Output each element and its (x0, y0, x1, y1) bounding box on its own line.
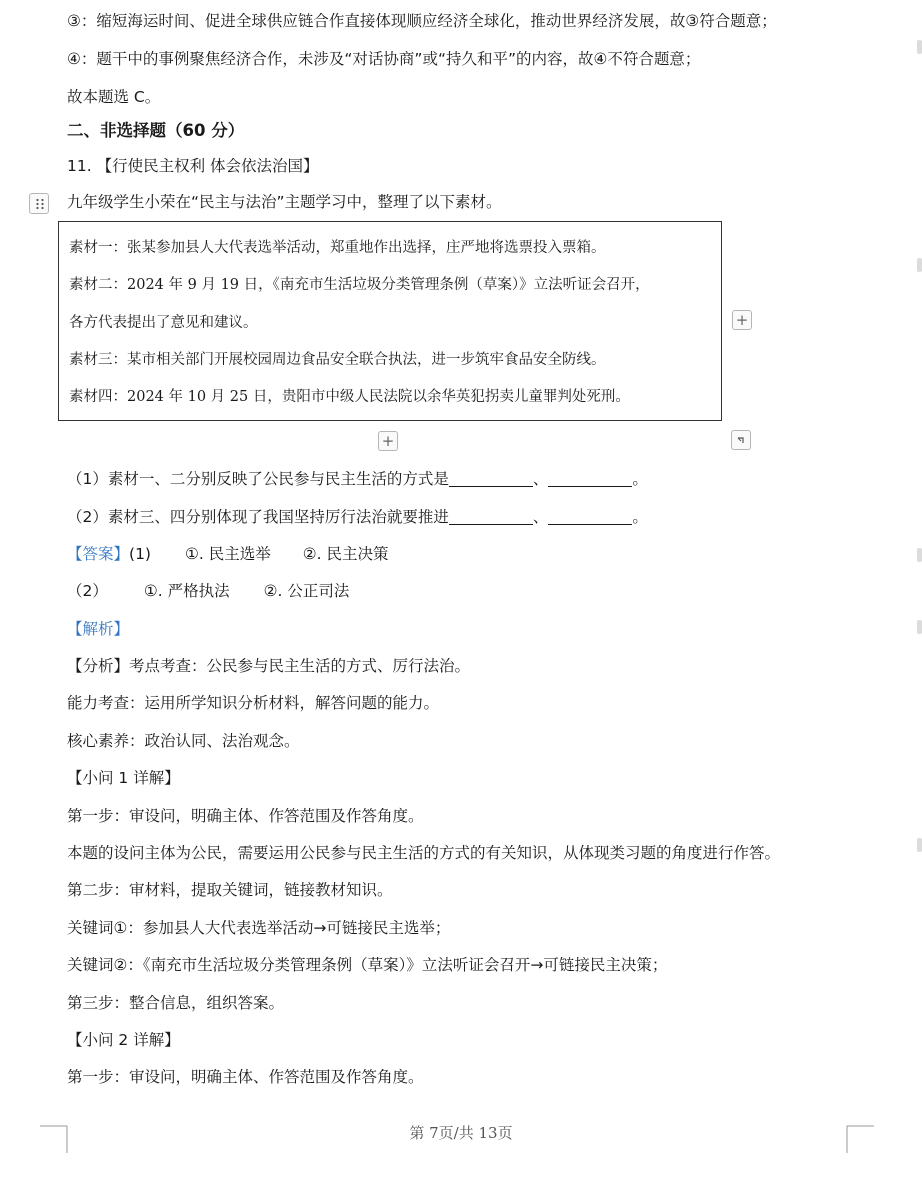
scroll-marker (917, 838, 922, 852)
plus-icon: + (735, 311, 749, 329)
scroll-marker (917, 40, 922, 54)
material-3: 素材三：某市相关部门开展校园周边食品安全联合执法，进一步筑牢食品安全防线。 (69, 352, 606, 368)
add-row-button[interactable] (378, 431, 398, 451)
answer-blank (449, 470, 533, 487)
resize-table-button[interactable] (731, 430, 751, 450)
answer-part-1-number: (1) (129, 545, 151, 563)
material-box (58, 221, 722, 421)
answer-label: 【答案】 (67, 545, 130, 563)
material-4: 素材四：2024 年 10 月 25 日，贵阳市中级人民法院以余华英犯拐卖儿童罪判处死刑。 (69, 389, 630, 405)
scroll-marker (917, 548, 922, 562)
separator: 、 (532, 470, 549, 488)
subquestion-1-text: （1）素材一、二分别反映了公民参与民主生活的方式是 (67, 470, 449, 488)
answer-blank (449, 508, 533, 525)
drag-handle-icon (35, 198, 45, 210)
separator: 、 (532, 508, 549, 526)
plus-icon: + (381, 432, 395, 450)
material-1: 素材一：张某参加县人大代表选举活动，郑重地作出选择，庄严地将选票投入票箱。 (69, 240, 606, 256)
analysis-line-11: 【小问 2 详解】 (67, 1031, 180, 1049)
analysis-line-5: 第一步：审设问，明确主体、作答范围及作答角度。 (67, 807, 424, 825)
answer-part-2-number: （2） (67, 582, 108, 600)
analysis-line-10: 第三步：整合信息，组织答案。 (67, 994, 285, 1012)
analysis-line-6: 本题的设问主体为公民，需要运用公民参与民主生活的方式的有关知识，从体现类习题的角度进行作答。 (67, 844, 781, 862)
resize-corner-icon (735, 434, 747, 446)
drag-handle-button[interactable] (29, 193, 49, 214)
answer-line-1 (67, 543, 388, 565)
answer-blank (548, 470, 632, 487)
answer-1-1: ①. 民主选举 (184, 545, 271, 563)
line-3: ③：缩短海运时间、促进全球供应链合作直接体现顺应经济全球化，推动世界经济发展，故③符合题意； (67, 12, 777, 30)
analysis-line-2: 能力考查：运用所学知识分析材料，解答问题的能力。 (67, 694, 440, 712)
analysis-line-12: 第一步：审设问，明确主体、作答范围及作答角度。 (67, 1068, 424, 1086)
line-4: ④：题干中的事例聚焦经济合作，未涉及“对话协商”或“持久和平”的内容，故④不符合题意； (67, 50, 701, 68)
subquestion-1 (67, 468, 648, 490)
material-2-line-2: 各方代表提出了意见和建议。 (69, 315, 258, 331)
analysis-line-8: 关键词①：参加县人大代表选举活动→可链接民主选举； (67, 919, 451, 937)
analysis-line-4: 【小问 1 详解】 (67, 769, 180, 787)
add-column-button[interactable] (732, 310, 752, 330)
subquestion-2 (67, 506, 648, 528)
answer-2-1: ①. 严格执法 (143, 582, 230, 600)
material-2-line-1: 素材二：2024 年 9 月 19 日，《南充市生活垃圾分类管理条例（草案）》立法听证会召开， (69, 277, 650, 293)
period: 。 (632, 470, 648, 488)
analysis-line-9: 关键词②：《南充市生活垃圾分类管理条例（草案）》立法听证会召开→可链接民主决策； (67, 956, 668, 974)
period: 。 (632, 508, 648, 526)
question-intro: 九年级学生小荣在“民主与法治”主题学习中，整理了以下素材。 (67, 193, 502, 211)
scroll-marker (917, 620, 922, 634)
line-answer-choice: 故本题选 C。 (67, 88, 161, 106)
analysis-line-3: 核心素养：政治认同、法治观念。 (67, 732, 300, 750)
answer-2-2: ②. 公正司法 (263, 582, 350, 600)
question-title: 11. 【行使民主权利 体会依法治国】 (67, 157, 319, 175)
answer-1-2: ②. 民主决策 (302, 545, 389, 563)
section-heading: 二、非选择题（60 分） (67, 121, 245, 140)
analysis-line-7: 第二步：审材料，提取关键词，链接教材知识。 (67, 881, 393, 899)
answer-line-2 (67, 580, 349, 602)
subquestion-2-text: （2）素材三、四分别体现了我国坚持厉行法治就要推进 (67, 508, 449, 526)
analysis-line-1: 【分析】考点考查：公民参与民主生活的方式、厉行法治。 (67, 657, 471, 675)
analysis-label: 【解析】 (67, 620, 130, 638)
answer-blank (548, 508, 632, 525)
scroll-marker (917, 258, 922, 272)
page-footer: 第 7页/共 13页 (409, 1124, 513, 1142)
